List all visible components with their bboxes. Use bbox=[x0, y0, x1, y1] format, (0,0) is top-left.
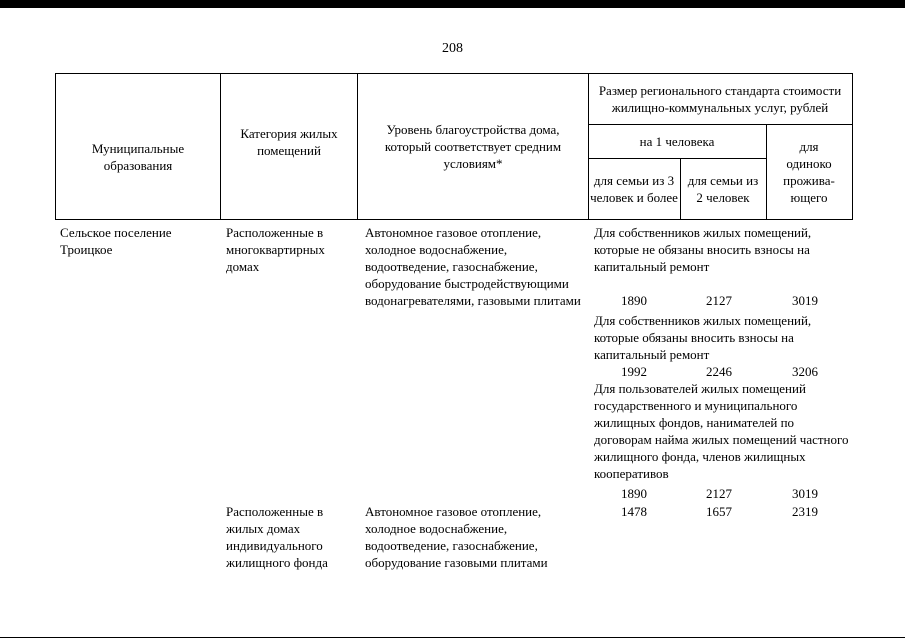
header-amenities: Уровень благоустройства дома, который соответствует средним условиям* bbox=[384, 122, 562, 171]
header-vline-family2 bbox=[680, 158, 681, 220]
row1-group1-value-family2: 2127 bbox=[706, 293, 732, 308]
row1-group1-label: Для собственников жилых помещений, которые не обязаны вносить взносы на капитальный ремонт bbox=[594, 225, 812, 274]
header-vline-right bbox=[852, 73, 853, 220]
header-standard-size: Размер регионального стандарта стоимости жилищно-коммунальных услуг, рублей bbox=[598, 83, 842, 115]
row1-group1-value-family3: 1890 bbox=[621, 293, 647, 308]
header-per-person: на 1 человека bbox=[639, 134, 715, 149]
row2-value-single: 2319 bbox=[792, 504, 818, 519]
header-vline-col4 bbox=[588, 73, 589, 220]
row1-group2-value-family2: 2246 bbox=[706, 364, 732, 379]
row2-value-family2: 1657 bbox=[706, 504, 732, 519]
row2-value-family3: 1478 bbox=[621, 504, 647, 519]
header-vline-left bbox=[55, 73, 56, 220]
scan-top-border bbox=[0, 0, 905, 8]
municipality-name: Сельское поселение Троицкое bbox=[60, 225, 172, 257]
header-family-3: для семьи из 3 человек и более bbox=[590, 173, 678, 205]
row1-group3-value-family2: 2127 bbox=[706, 486, 732, 501]
header-vline-col3 bbox=[357, 73, 358, 220]
page-number: 208 bbox=[442, 41, 463, 56]
row1-group2-value-single: 3206 bbox=[792, 364, 818, 379]
row1-group2-label: Для собственников жилых помещений, которые обязаны вносить взносы на капитальный ремонт bbox=[594, 313, 812, 362]
header-bottom-line bbox=[55, 219, 852, 220]
header-category: Категория жилых помещений bbox=[240, 125, 338, 158]
row2-amenities: Автономное газовое отопление, холодное водоснабжение, водоотведение, газоснабжение, оборудование газовыми плитами bbox=[365, 504, 548, 570]
header-family-2: для семьи из 2 человек bbox=[687, 173, 759, 205]
header-single: для одиноко прожива-ющего bbox=[783, 139, 835, 205]
scan-bottom-border bbox=[0, 637, 905, 638]
row1-amenities: Автономное газовое отопление, холодное водоснабжение, водоотведение, газоснабжение, оборудование быстродействующими водонагревателями, газовыми плитами bbox=[365, 225, 581, 308]
header-municipalities: Муниципальные образования bbox=[91, 140, 185, 173]
row1-group3-value-single: 3019 bbox=[792, 486, 818, 501]
row2-category: Расположенные в жилых домах индивидуального жилищного фонда bbox=[226, 504, 328, 570]
header-vline-col2 bbox=[220, 73, 221, 220]
row1-group2-value-family3: 1992 bbox=[621, 364, 647, 379]
header-vline-single bbox=[766, 124, 767, 220]
row1-group3-value-family3: 1890 bbox=[621, 486, 647, 501]
row1-category: Расположенные в многоквартирных домах bbox=[226, 225, 325, 274]
row1-group3-label: Для пользователей жилых помещений государственного и муниципального жилищных фондов, нанимателей по договорам найма жилых помещений частного жилищного фонда, членов жилищных кооперативов bbox=[594, 381, 849, 481]
row1-group1-value-single: 3019 bbox=[792, 293, 818, 308]
